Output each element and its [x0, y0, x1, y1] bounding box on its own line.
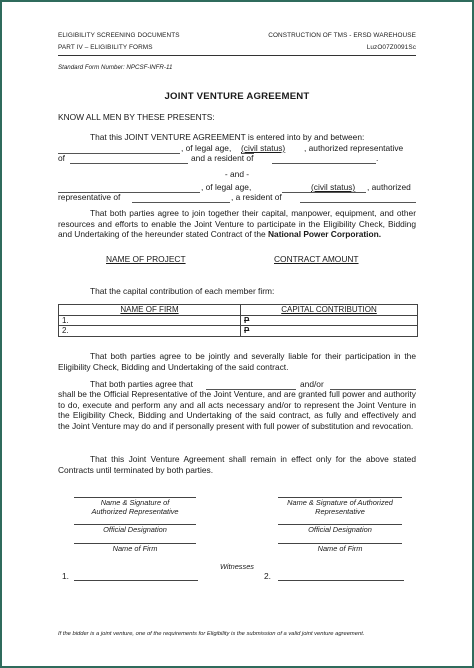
firm-column-header: NAME OF FIRM	[59, 305, 241, 316]
npc-name: National Power Corporation.	[267, 229, 382, 240]
peso-sign: P	[244, 315, 250, 325]
period-text: .	[376, 153, 379, 163]
right-firm-label: Name of Firm	[317, 544, 363, 553]
party1-firm-field	[70, 163, 188, 164]
footnote: If the bidder is a joint venture, one of the requirements for Eligibility is the submission of a valid joint venture agreement.	[58, 631, 365, 637]
of-text: of	[58, 153, 65, 163]
document-title: JOINT VENTURE AGREEMENT	[164, 91, 310, 102]
row-peso	[241, 326, 418, 337]
civil-status-text: (civil status)	[241, 143, 286, 153]
and-or-text: and/or	[300, 379, 324, 389]
effectivity-paragraph: That this Joint Venture Agreement shall remain in effect only for the above stated Contracts until terminated by both parties.	[58, 454, 416, 475]
and-separator: - and -	[224, 169, 250, 179]
header-right-line2: LuzO07Z0091Sc	[366, 44, 416, 51]
table-header-row	[59, 305, 418, 316]
representative-paragraph: shall be the Official Representative of the Joint Venture, and are granted full power and authority to do, execute and perform any and all acts necessary and/or to represent the Joint Venture in the Eligibility Check, Bidding and Undertaking of the said contract, as fully and effectively and the Joint Venture may do and if personally present with full power of substitution and revocation.	[58, 389, 416, 431]
row-peso	[241, 315, 418, 326]
party2-firm-field	[132, 202, 230, 203]
witness-1-number: 1.	[62, 571, 69, 581]
witnesses-label: Witnesses	[219, 562, 255, 571]
civil-status-text-2: (civil status)	[311, 182, 356, 192]
left-firm-label: Name of Firm	[112, 544, 158, 553]
authorized-text: , authorized	[367, 182, 411, 192]
left-signature-label-1: Name & Signature of	[100, 498, 170, 507]
representative-start: That both parties agree that	[90, 379, 193, 389]
know-all-line: KNOW ALL MEN BY THESE PRESENTS:	[58, 112, 215, 122]
witness-1-line	[74, 580, 198, 581]
header-right-line1: CONSTRUCTION OF TMS - ERSD WAREHOUSE	[268, 32, 416, 39]
project-label: NAME OF PROJECT	[106, 254, 186, 264]
witness-2-number: 2.	[264, 571, 271, 581]
right-signature-label-1: Name & Signature of Authorized	[287, 498, 393, 507]
capital-column-header: CAPITAL CONTRIBUTION	[241, 305, 418, 316]
table-row	[59, 326, 418, 337]
intro-line: That this JOINT VENTURE AGREEMENT is entered into by and between:	[90, 132, 365, 142]
party1-name-field	[58, 153, 180, 154]
joint-capital-paragraph	[58, 208, 416, 240]
header-divider	[58, 55, 416, 56]
amount-label: CONTRACT AMOUNT	[274, 254, 359, 264]
party1-address-field	[272, 163, 376, 164]
document-page	[2, 2, 472, 666]
left-signature-label-2: Authorized Representative	[91, 507, 179, 516]
legal-age-text: , of legal age,	[181, 143, 232, 153]
peso-sign: P	[244, 326, 250, 335]
row-number: 2.	[59, 326, 241, 337]
capital-intro: That the capital contribution of each member firm:	[90, 286, 275, 296]
header-left-line1: ELIGIBILITY SCREENING DOCUMENTS	[58, 32, 180, 39]
party2-address-field	[300, 202, 416, 203]
of-legal-age-text: , of legal age,	[201, 182, 252, 192]
joint-capital-text: That both parties agree to join together their capital, manpower, equipment, and other resources and efforts to enable the Joint Venture to participate in the Eligibility Check, Bidding and Undertaking of the hereunder stated Contract of the	[58, 208, 416, 240]
authorized-rep-text: , authorized representative	[304, 143, 404, 153]
capital-table	[58, 304, 418, 337]
row-number: 1.	[59, 315, 241, 326]
header-left-line2: PART IV – ELIGIBILITY FORMS	[58, 44, 153, 51]
rep-of-text: representative of	[58, 192, 121, 202]
resident-text-2: , a resident of	[231, 192, 282, 202]
liability-paragraph: That both parties agree to be jointly and severally liable for their participation in the Eligibility Check, Bidding and Undertaking of the said contract.	[58, 351, 416, 372]
left-designation-label: Official Designation	[103, 525, 167, 534]
witness-2-line	[278, 580, 404, 581]
resident-text: and a resident of	[191, 153, 254, 163]
form-number: Standard Form Number: NPCSF-INFR-11	[58, 64, 173, 71]
right-designation-label: Official Designation	[308, 525, 372, 534]
table-row	[59, 315, 418, 326]
right-signature-label-2: Representative	[315, 507, 365, 516]
